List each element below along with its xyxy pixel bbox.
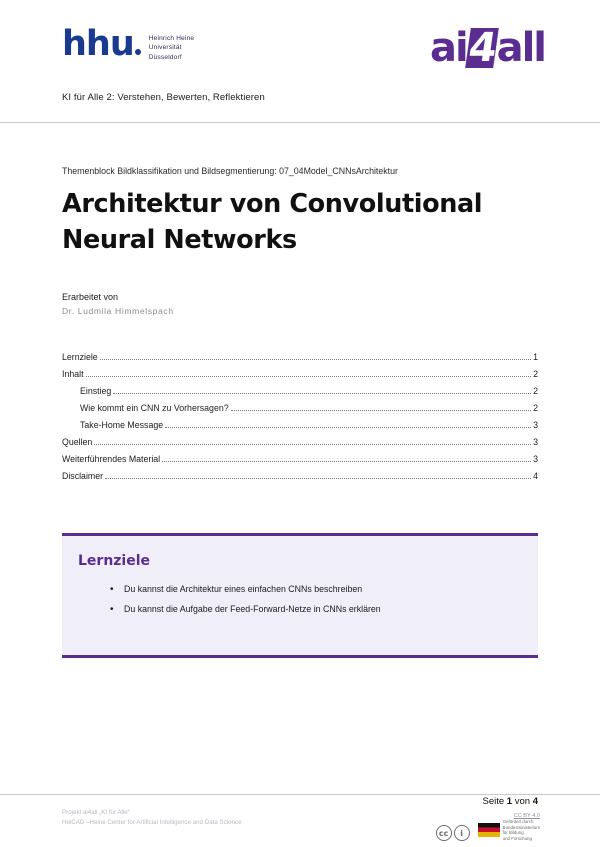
toc-leader [105, 477, 531, 479]
toc-page-number: 1 [533, 352, 538, 362]
toc-entry[interactable] [62, 369, 538, 386]
page-number-pre: Seite [482, 796, 507, 807]
page-number-current: 1 [506, 796, 513, 807]
cc-by-icon: i [454, 825, 470, 841]
footer-divider [0, 794, 600, 795]
toc-leader [100, 358, 531, 360]
toc-page-number: 3 [533, 420, 538, 430]
hhu-logo [62, 24, 195, 64]
toc-page-number: 3 [533, 454, 538, 464]
toc-leader [165, 426, 531, 428]
ministry-logo [478, 819, 540, 841]
toc-label: Wie kommt ein CNN zu Vorhersagen? [80, 403, 229, 413]
toc-label: Einstieg [80, 386, 112, 396]
page-title: Architektur von Convolutional Neural Networks [62, 189, 483, 256]
ministry-line-4: und Forschung [502, 835, 532, 841]
toc-label: Quellen [62, 437, 93, 447]
hhu-sub-line-3: Düsseldorf [148, 53, 182, 61]
toc-entry[interactable] [62, 454, 538, 471]
toc-page-number: 2 [533, 386, 538, 396]
author-label: Erarbeitet von [62, 292, 119, 302]
toc-label: Inhalt [62, 369, 84, 379]
topic-block-label: Themenblock Bildklassifikation und Bildsegmentierung: 07_04Model_CNNsArchitektur [62, 166, 398, 176]
hhu-wordmark [62, 24, 141, 64]
ministry-line-2: Bundesministerium [502, 824, 540, 830]
toc-leader [94, 443, 531, 445]
toc-entry[interactable] [62, 386, 538, 403]
footer-project-info [62, 808, 242, 829]
toc-label: Weiterführendes Material [62, 454, 161, 464]
learning-goals-title: Lernziele [78, 553, 151, 569]
license-link[interactable]: CC BY 4.0 [513, 813, 540, 819]
footer-project-line-1: Projekt ai4all „KI für Alle“ [62, 808, 130, 816]
hhu-dot-icon [135, 49, 141, 55]
hhu-sub-line-2: Universität [148, 44, 182, 52]
learning-goals-box [62, 533, 538, 658]
creative-commons-icon [436, 825, 470, 841]
toc-page-number: 3 [533, 437, 538, 447]
ai4all-four: 4 [465, 25, 498, 71]
toc-label: Take-Home Message [80, 420, 164, 430]
toc-entry[interactable] [62, 352, 538, 369]
hhu-wordmark-text: hhu [62, 24, 134, 64]
table-of-contents [62, 352, 538, 488]
toc-entry[interactable] [62, 403, 538, 420]
toc-leader [86, 375, 532, 377]
page-number-mid: von [512, 796, 533, 807]
toc-entry[interactable] [62, 471, 538, 488]
toc-page-number: 4 [533, 471, 538, 481]
german-flag-icon [478, 823, 500, 837]
ministry-line-1: Gefördert durch [502, 819, 534, 824]
footer-project-line-2: HeiCAD –Heine Center for Artificial Intelligence and Data Science [62, 819, 242, 827]
toc-label: Disclaimer [62, 471, 104, 481]
toc-page-number: 2 [533, 403, 538, 413]
ministry-line-3: für Bildung [502, 830, 524, 835]
page-header [62, 24, 545, 78]
ministry-logo-text [503, 819, 540, 841]
author-name: Dr. Ludmila Himmelspach [62, 306, 174, 316]
toc-entry[interactable] [62, 420, 538, 437]
learning-goals-list [108, 585, 520, 624]
footer-logos [436, 819, 540, 841]
cc-icon: cc [436, 825, 452, 841]
ai4all-prefix: ai [430, 25, 467, 71]
toc-leader [162, 460, 531, 462]
hhu-sub-line-1: Heinrich Heine [148, 35, 195, 42]
list-item: • Du kannst die Aufgabe der Feed-Forward-Netze in CNNs erklären [124, 605, 520, 615]
toc-entry[interactable] [62, 437, 538, 454]
ai4all-logo [430, 25, 545, 71]
series-subtitle: KI für Alle 2: Verstehen, Bewerten, Reflektieren [62, 92, 265, 103]
toc-page-number: 2 [533, 369, 538, 379]
header-divider [0, 122, 600, 123]
page-number-indicator [483, 796, 539, 807]
toc-leader [113, 392, 531, 394]
list-item: • Du kannst die Architektur eines einfachen CNNs beschreiben [124, 585, 520, 595]
ai4all-suffix: all [496, 25, 545, 71]
hhu-university-name [149, 28, 194, 62]
toc-leader [231, 409, 531, 411]
page-number-total: 4 [532, 796, 538, 807]
toc-label: Lernziele [62, 352, 98, 362]
